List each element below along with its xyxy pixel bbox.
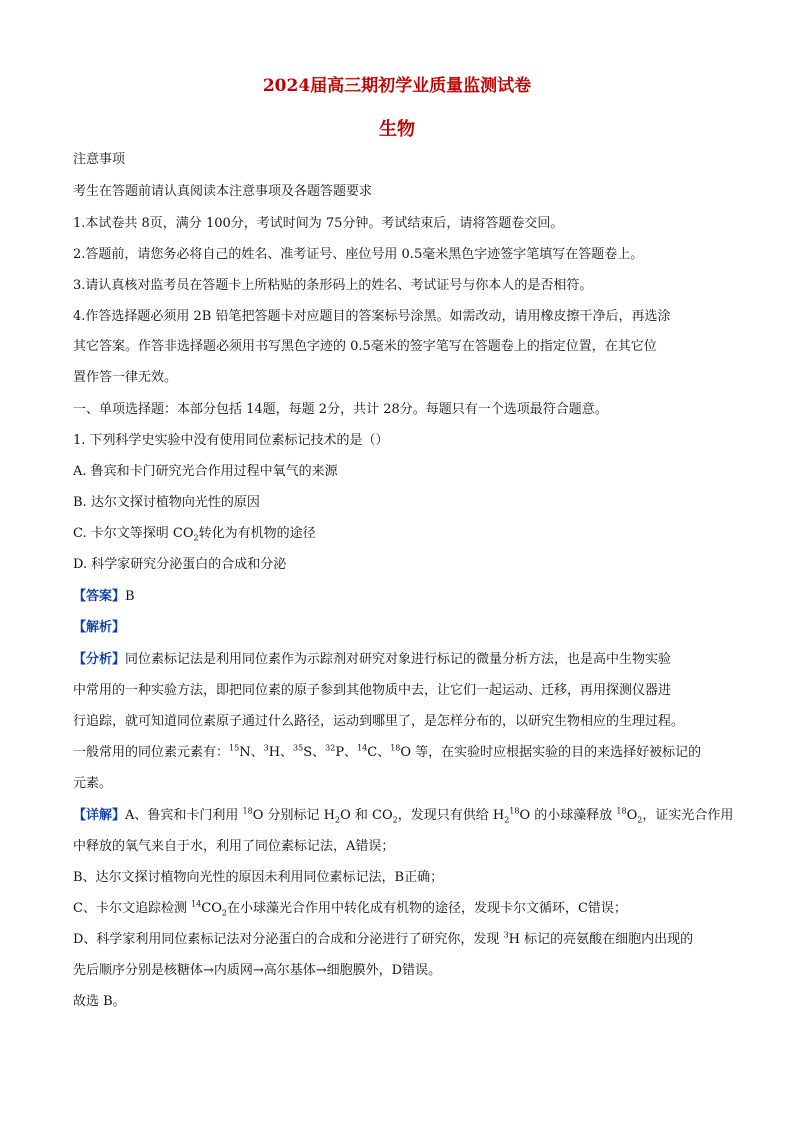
detail-c-text-2: CO [201,901,222,916]
detail-c-text-3: 在小球藻光合作用中转化成有机物的途径，发现卡尔文循环，C错误； [226,901,627,916]
detail-a-text-7: ，证实光合作用 [642,808,734,823]
notice-item-1: 1.本试卷共 8页，满分 100分，考试时间为 75分钟。考试结束后，请将答题卷交回。 [73,216,564,231]
fenxi-text-4b: N、 [239,745,264,760]
notice-heading: 注意事项 [73,152,126,167]
answer-value: B [125,589,135,604]
fenxi-line-1 [73,650,733,670]
isotope-18: 18 [390,743,401,753]
detail-line-a2: 中释放的氧气来自于水，利用了同位素标记法，A错误； [73,839,395,854]
fenxi-text-4c: H、 [268,745,294,760]
notice-item-3: 3.请认真核对监考员在答题卡上所粘贴的条形码上的姓名、考试证号与你本人的是否相符。 [73,278,593,293]
isotope-3: 3 [263,743,269,753]
isotope-14: 14 [191,899,202,909]
notice-item-2: 2.答题前，请您务必将自己的姓名、准考证号、座位号用 0.5毫米黑色字迹签字笔填写在答题卷上。 [73,247,644,262]
isotope-3: 3 [503,930,509,940]
conclusion: 故选 B。 [73,994,126,1009]
subscript-2: 2 [335,815,341,825]
detail-c-text-1: C、卡尔文追踪检测 [73,901,192,916]
fenxi-label: 【分析】 [73,652,126,667]
fenxi-text-4a: 一般常用的同位素元素有： [73,745,230,760]
fenxi-text-4d: S、 [303,745,326,760]
isotope-18: 18 [242,806,253,816]
detail-a-text-6: O [626,808,638,823]
fenxi-line-5: 元素。 [73,776,113,791]
detail-d-text-1: D、科学家利用同位素标记法对分泌蛋白的合成和分泌进行了研究你，发现 [73,932,504,947]
option-c-text-1: C. 卡尔文等探明 CO [73,526,194,541]
xiangjie-label: 【详解】 [73,808,126,823]
detail-a-text-1: A、鲁宾和卡门利用 [125,808,243,823]
detail-line-a1 [73,806,733,826]
answer-label: 【答案】 [73,589,126,604]
fenxi-text-4f: C、 [367,745,391,760]
detail-a-text-5: O 的小球藻释放 [519,808,617,823]
detail-line-c [73,899,733,919]
subject-title: 生物 [379,119,415,140]
analysis-label: 【解析】 [73,620,126,635]
fenxi-text-4e: P、 [335,745,358,760]
option-c-subscript: 2 [193,533,199,543]
subscript-2: 2 [392,815,398,825]
option-c [73,524,733,544]
isotope-15: 15 [229,743,240,753]
isotope-35: 35 [293,743,304,753]
fenxi-line-4 [73,743,733,763]
isotope-18: 18 [616,806,627,816]
detail-line-d1 [73,930,733,950]
isotope-14: 14 [357,743,368,753]
notice-item-4-line3: 置作答一律无效。 [73,370,178,385]
fenxi-line-3: 行追踪，就可知道同位素原子通过什么路径，运动到哪里了，是怎样分布的，以研究生物相应的生理过程。 [73,714,685,729]
detail-line-b: B、达尔文探讨植物向光性的原因未利用同位素标记法，B正确； [73,870,444,885]
subscript-2: 2 [221,908,227,918]
section-heading: 一、单项选择题：本部分包括 14题，每题 2分，共计 28分。每题只有一个选项最符合题意。 [73,402,608,417]
isotope-18: 18 [509,806,520,816]
detail-line-d2: 先后顺序分别是核糖体→内质网→高尔基体→细胞膜外，D错误。 [73,963,442,978]
isotope-32: 32 [325,743,336,753]
notice-intro: 考生在答题前请认真阅读本注意事项及各题答题要求 [73,184,373,199]
fenxi-text-1: 同位素标记法是利用同位素作为示踪剂对研究对象进行标记的微量分析方法，也是高中生物实验 [125,652,672,667]
analysis-line [73,618,733,638]
option-b: B. 达尔文探讨植物向光性的原因 [73,495,260,510]
exam-title: 2024届高三期初学业质量监测试卷 [262,76,532,96]
subscript-2: 2 [504,815,510,825]
option-a: A. 鲁宾和卡门研究光合作用过程中氧气的来源 [73,464,338,479]
detail-d-text-2: H 标记的亮氨酸在细胞内出现的 [508,932,694,947]
fenxi-line-2: 中常用的一种实验方法，即把同位素的原子参到其他物质中去，让它们一起运动、迁移，再用探测仪器进 [73,683,672,698]
detail-a-text-2: O 分别标记 H [252,808,335,823]
notice-item-4-line1: 4.作答选择题必须用 2B 铅笔把答题卡对应题目的答案标号涂黑。如需改动，请用橡皮擦干净后，再选涂 [73,309,671,324]
fenxi-text-4g: O 等，在实验时应根据实验的目的来选择好被标记的 [400,745,702,760]
option-c-text-2: 转化为有机物的途径 [198,526,316,541]
answer-line [73,587,733,607]
detail-a-text-3: O 和 CO [340,808,393,823]
subscript-2: 2 [637,815,643,825]
notice-item-4-line2: 其它答案。作答非选择题必须用书写黑色字迹的 0.5毫米的签字笔写在答题卷上的指定位置，在其它位 [73,339,657,354]
question-stem: 1. 下列科学史实验中没有使用同位素标记技术的是（） [73,433,389,448]
detail-a-text-4: ，发现只有供给 H [397,808,505,823]
option-d: D. 科学家研究分泌蛋白的合成和分泌 [73,557,287,572]
